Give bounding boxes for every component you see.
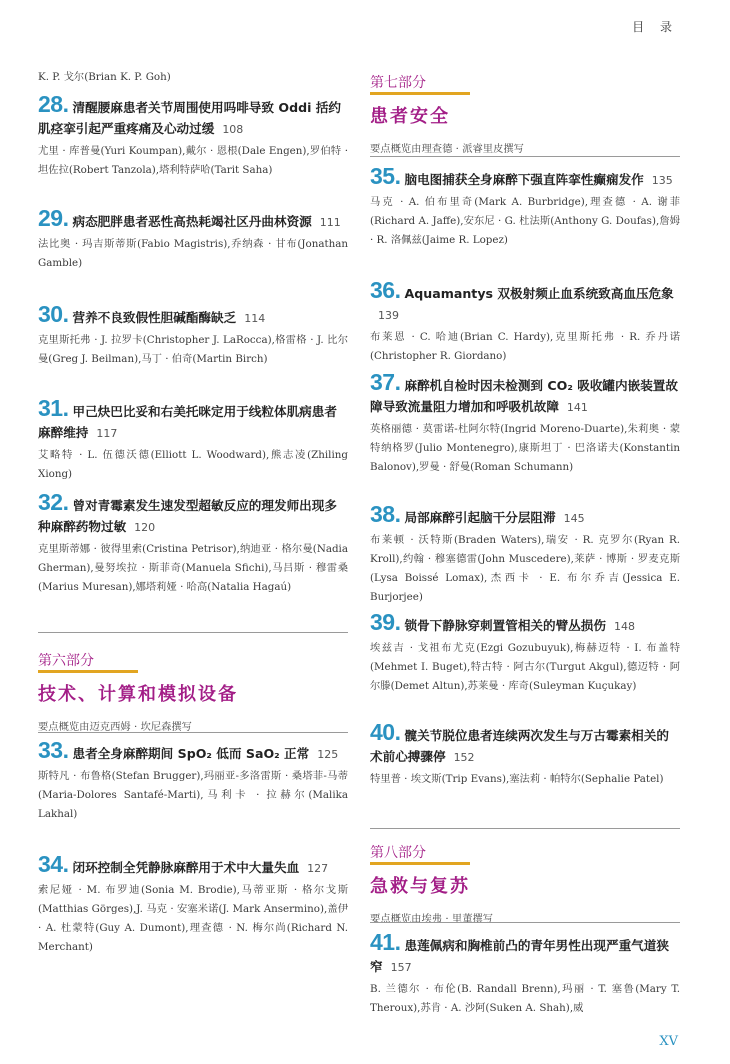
continuation-block — [38, 68, 348, 87]
entry-page: 127 — [307, 862, 329, 875]
entry-authors: 布莱顿 · 沃特斯(Braden Waters),瑞安 · R. 克罗尔(Ryan R. Kroll),约翰 · 穆塞德雷(John Muscedere),莱萨 · 博斯 · 罗麦克斯(Lysa Boissé Lomax),杰西卡 · E. 布尔乔吉(Jessica E. Burjorjee) — [370, 534, 680, 603]
part-six-header — [38, 650, 348, 733]
entry-title-text: 曾对青霉素发生速发型超敏反应的理发师出现多种麻醉药物过敏 — [38, 498, 337, 534]
entry-title-text: 患莲佩病和胸椎前凸的青年男性出现严重气道狭窄 — [370, 938, 669, 974]
entry-number: 31. — [38, 395, 69, 421]
entry-title-40 — [370, 719, 680, 768]
part-description: 要点概览由埃弗 · 里董撰写 — [370, 913, 494, 925]
entry-title-38 — [370, 501, 680, 529]
part-eight-header — [370, 842, 680, 925]
entry-number: 36. — [370, 277, 401, 303]
entry-page: 114 — [244, 312, 266, 325]
entry-page: 139 — [378, 309, 399, 322]
entry-title-30 — [38, 301, 348, 329]
entry-title-text: 营养不良致假性胆碱酯酶缺乏 — [72, 310, 237, 325]
entry-authors: 索尼娅 · M. 布罗迪(Sonia M. Brodie),马蒂亚斯 · 格尔戈斯(Matthias Görges),J. 马克 · 安塞米诺(J. Mark Ansermino),盖伊 · A. 杜蒙特(Guy A. Dumont),理查德 · N. 梅尔尚(Richard N. Merchant) — [38, 884, 348, 953]
entry-title-text: 髋关节脱位患者连续两次发生与万古霉素相关的术前心搏骤停 — [370, 728, 669, 764]
entry-number: 41. — [370, 929, 401, 955]
part-description: 要点概览由迈克西姆 · 坎尼森撰写 — [38, 721, 192, 733]
entry-title-29 — [38, 205, 348, 233]
entry-title-32 — [38, 489, 348, 538]
entry-authors: 克里斯蒂娜 · 彼得里索(Cristina Petrisor),纳迪亚 · 格尔曼(Nadia Gherman),曼努埃拉 · 斯菲奇(Manuela Sfichi),马吕斯 · 穆雷桑(Marius Muresan),娜塔莉娅 · 哈高(Natalia Hagaú) — [38, 543, 348, 593]
part-label-text: 第七部分 — [370, 75, 426, 91]
toc-entry-32[interactable] — [38, 489, 348, 597]
entry-number: 28. — [38, 91, 69, 117]
entry-page: 145 — [563, 512, 585, 525]
entry-title-text: 麻醉机自检时因未检测到 CO₂ 吸收罐内嵌装置故障导致流量阻力增加和呼吸机故障 — [370, 378, 678, 414]
entry-page: 148 — [613, 620, 635, 633]
entry-page: 117 — [96, 427, 118, 440]
entry-page: 108 — [222, 123, 244, 136]
entry-number: 33. — [38, 737, 69, 763]
toc-entry-28[interactable] — [38, 91, 348, 180]
entry-number: 29. — [38, 205, 69, 231]
entry-page: 111 — [319, 216, 341, 229]
entry-number: 39. — [370, 609, 401, 635]
entry-number: 37. — [370, 369, 401, 395]
entry-page: 141 — [566, 401, 588, 414]
entry-page: 125 — [317, 748, 339, 761]
entry-title-text: 脑电图捕获全身麻醉下强直阵挛性癫痫发作 — [404, 172, 644, 187]
toc-entry-34[interactable] — [38, 851, 348, 957]
entry-title-text: 闭环控制全凭静脉麻醉用于术中大量失血 — [72, 860, 300, 875]
entry-title-text: Aquamantys 双极射频止血系统致高血压危象 — [404, 286, 674, 301]
toc-entry-31[interactable] — [38, 395, 348, 484]
toc-entry-39[interactable] — [370, 609, 680, 696]
entry-page: 135 — [651, 174, 673, 187]
part-seven-header — [370, 72, 680, 155]
section-divider — [370, 156, 680, 157]
section-divider — [370, 828, 680, 829]
toc-entry-41[interactable] — [370, 929, 680, 1018]
toc-entry-40[interactable] — [370, 719, 680, 789]
part-accent-bar — [38, 670, 138, 673]
continuation-authors: K. P. 戈尔(Brian K. P. Goh) — [38, 71, 171, 83]
toc-entry-33[interactable] — [38, 737, 348, 824]
entry-authors: 埃兹吉 · 戈祖布尤克(Ezgi Gozubuyuk),梅赫迈特 · I. 布盖特(Mehmet I. Buget),特古特 · 阿古尔(Turgut Akgul),德迈特 · 阿尔滕(Demet Altun),苏莱曼 · 库奇(Suleyman Kuçukay) — [370, 642, 680, 692]
toc-entry-35[interactable] — [370, 163, 680, 250]
section-divider — [38, 632, 348, 633]
part-accent-bar — [370, 92, 470, 95]
entry-title-34 — [38, 851, 348, 879]
entry-authors: 斯特凡 · 布鲁格(Stefan Brugger),玛丽亚-多洛雷斯 · 桑塔菲-马蒂(Maria-Dolores Santafé-Marti),马利卡 · 拉赫尔(Malika Lakhal) — [38, 770, 348, 820]
entry-authors: 马克 · A. 伯布里奇(Mark A. Burbridge),理查德 · A. 谢菲(Richard A. Jaffe),安东尼 · G. 杜法斯(Anthony G. Doufas),詹姆 · R. 洛佩兹(Jaime R. Lopez) — [370, 196, 680, 246]
entry-number: 30. — [38, 301, 69, 327]
entry-number: 35. — [370, 163, 401, 189]
entry-authors: B. 兰德尔 · 布伦(B. Randall Brenn),玛丽 · T. 塞鲁(Mary T. Theroux),苏肯 · A. 沙阿(Suken A. Shah),威 — [370, 983, 680, 1014]
entry-authors: 艾略特 · L. 伍德沃德(Elliott L. Woodward),熊志凌(Zhiling Xiong) — [38, 449, 348, 480]
entry-title-31 — [38, 395, 348, 444]
part-description: 要点概览由理查德 · 派睿里皮撰写 — [370, 143, 524, 155]
entry-number: 38. — [370, 501, 401, 527]
entry-number: 32. — [38, 489, 69, 515]
page-header-title: 目 录 — [632, 20, 678, 34]
section-divider — [370, 922, 680, 923]
entry-page: 157 — [390, 961, 412, 974]
entry-title-41 — [370, 929, 680, 978]
entry-title-33 — [38, 737, 348, 765]
part-label — [38, 650, 94, 670]
toc-entry-38[interactable] — [370, 501, 680, 607]
entry-title-39 — [370, 609, 680, 637]
toc-entry-30[interactable] — [38, 301, 348, 369]
entry-authors: 布莱恩 · C. 哈迪(Brian C. Hardy),克里斯托弗 · R. 乔丹诺(Christopher R. Giordano) — [370, 331, 680, 362]
toc-entry-37[interactable] — [370, 369, 680, 477]
entry-title-text: 病态肥胖患者恶性高热耗竭社区丹曲林资源 — [72, 214, 312, 229]
part-label — [370, 72, 426, 92]
entry-title-text: 局部麻醉引起脑干分层阻滞 — [404, 510, 556, 525]
part-title: 技术、计算和模拟设备 — [38, 684, 238, 705]
entry-authors: 法比奥 · 玛吉斯蒂斯(Fabio Magistris),乔纳森 · 甘布(Jonathan Gamble) — [38, 238, 348, 269]
section-divider — [38, 732, 348, 733]
toc-entry-36[interactable] — [370, 277, 680, 366]
entry-title-text: 清醒腰麻患者关节周围使用吗啡导致 Oddi 括约肌痉挛引起严重疼痛及心动过缓 — [38, 100, 341, 136]
entry-authors: 尤里 · 库普曼(Yuri Koumpan),戴尔 · 恩根(Dale Engen),罗伯特 · 坦佐拉(Robert Tanzola),塔利特萨哈(Tarit Saha) — [38, 145, 348, 176]
entry-title-text: 患者全身麻醉期间 SpO₂ 低而 SaO₂ 正常 — [72, 746, 310, 761]
part-label-text: 第八部分 — [370, 845, 426, 861]
page-folio: XV — [659, 1034, 678, 1049]
entry-number: 34. — [38, 851, 69, 877]
toc-entry-29[interactable] — [38, 205, 348, 273]
part-title: 患者安全 — [370, 106, 450, 127]
entry-title-36 — [370, 277, 680, 326]
part-label-text: 第六部分 — [38, 653, 94, 669]
entry-title-text: 甲己炔巴比妥和右美托咪定用于线粒体肌病患者麻醉维持 — [38, 404, 337, 440]
entry-title-35 — [370, 163, 680, 191]
entry-number: 40. — [370, 719, 401, 745]
entry-authors: 特里普 · 埃文斯(Trip Evans),塞法莉 · 帕特尔(Sephalie Patel) — [370, 773, 664, 785]
entry-page: 120 — [134, 521, 156, 534]
entry-title-text: 锁骨下静脉穿刺置管相关的臂丛损伤 — [404, 618, 606, 633]
entry-page: 152 — [453, 751, 475, 764]
part-title: 急救与复苏 — [370, 876, 470, 897]
entry-authors: 克里斯托弗 · J. 拉罗卡(Christopher J. LaRocca),格雷格 · J. 比尔曼(Greg J. Beilman),马丁 · 伯奇(Martin Birch) — [38, 334, 348, 365]
entry-title-37 — [370, 369, 680, 418]
entry-authors: 英格丽德 · 莫雷诺-杜阿尔特(Ingrid Moreno-Duarte),朱莉奥 · 蒙特纳格罗(Julio Montenegro),康斯坦丁 · 巴洛诺夫(Konstantin Balonov),罗曼 · 舒曼(Roman Schumann) — [370, 423, 680, 473]
part-label — [370, 842, 426, 862]
part-accent-bar — [370, 862, 470, 865]
entry-title-28 — [38, 91, 348, 140]
